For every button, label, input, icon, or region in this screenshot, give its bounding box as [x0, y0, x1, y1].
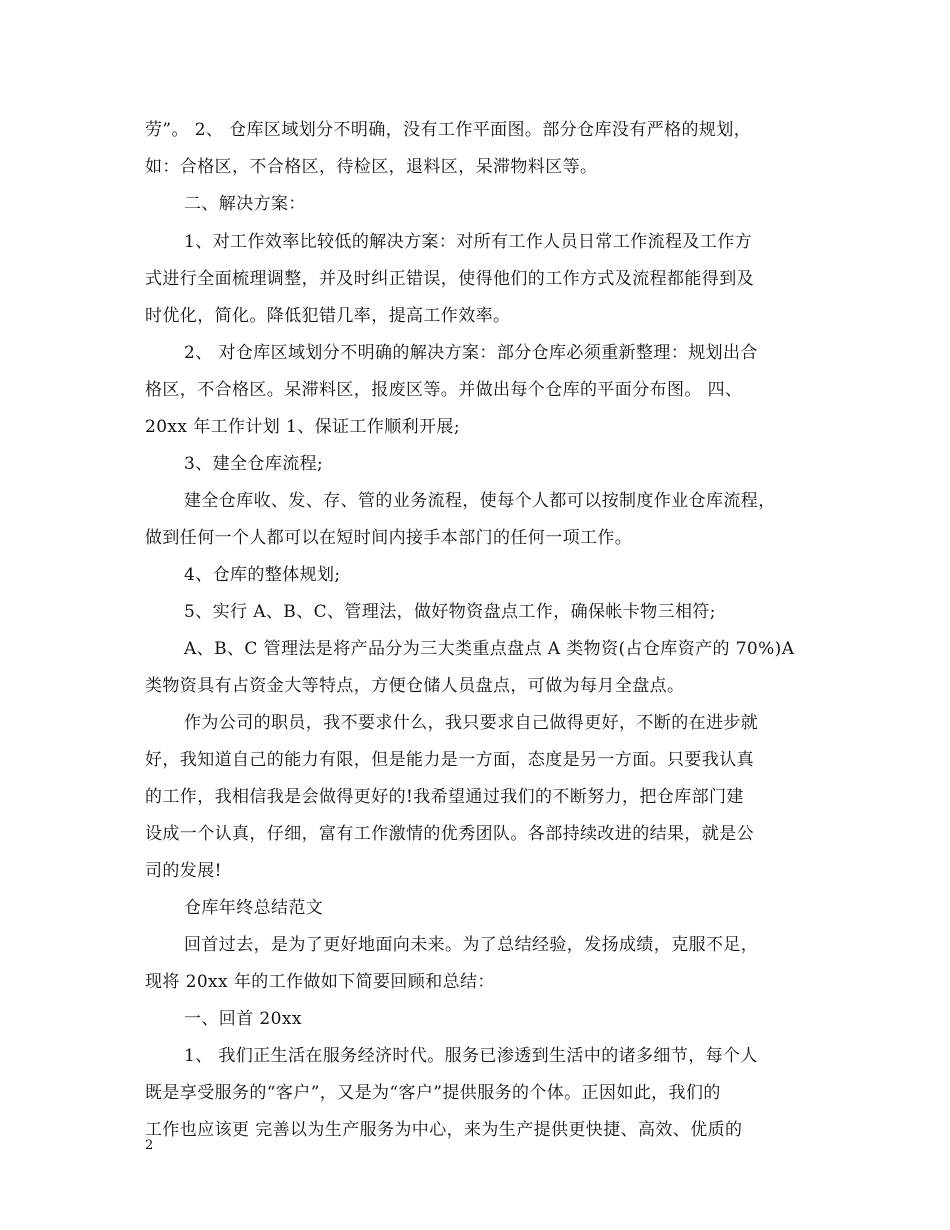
- text-line: 回首过去，是为了更好地面向未来。为了总结经验，发扬成绩，克服不足，: [184, 935, 759, 955]
- text-line: 时优化，简化。降低犯错几率，提高工作效率。: [145, 306, 511, 326]
- text-line: 4、仓库的整体规划;: [184, 565, 341, 585]
- text-line: 1、 我们正生活在服务经济时代。服务已渗透到生活中的诸多细节，每个人: [184, 1046, 758, 1066]
- text-line: 的工作，我相信我是会做得更好的!我希望通过我们的不断努力，把仓库部门建: [145, 787, 744, 807]
- section-title: 仓库年终总结范文: [184, 898, 324, 918]
- text-line: 作为公司的职员，我不要求什么，我只要求自己做得更好，不断的在进步就: [184, 713, 759, 733]
- text-line: 司的发展!: [145, 861, 222, 881]
- section-heading: 一、回首 20xx: [184, 1009, 302, 1029]
- text-line: 好，我知道自己的能力有限，但是能力是一方面，态度是另一方面。只要我认真: [145, 750, 754, 770]
- text-line: 5、实行 A、B、C、管理法，做好物资盘点工作，确保帐卡物三相符;: [184, 602, 716, 622]
- page-number: 2: [145, 1138, 154, 1153]
- text-line: 1、对工作效率比较低的解决方案：对所有工作人员日常工作流程及工作方: [184, 232, 753, 252]
- text-line: 工作也应该更 完善以为生产服务为中心，来为生产提供更快捷、高效、优质的: [145, 1120, 743, 1140]
- text-line: 劳”。 2、 仓库区域划分不明确，没有工作平面图。部分仓库没有严格的规划，: [145, 120, 752, 140]
- text-line: 既是享受服务的“客户”，又是为“客户”提供服务的个体。正因如此，我们的: [145, 1083, 721, 1103]
- text-line: 式进行全面梳理调整，并及时纠正错误，使得他们的工作方式及流程都能得到及: [145, 269, 754, 289]
- text-line: 3、建全仓库流程;: [184, 454, 324, 474]
- text-line: 格区，不合格区。呆滞料区，报废区等。并做出每个仓库的平面分布图。 四、: [145, 380, 743, 400]
- text-line: 2、 对仓库区域划分不明确的解决方案：部分仓库必须重新整理：规划出合: [184, 343, 758, 363]
- text-line: 做到任何一个人都可以在短时间内接手本部门的任何一项工作。: [145, 528, 633, 548]
- text-line: 现将 20xx 年的工作做如下简要回顾和总结：: [145, 972, 495, 992]
- text-line: 类物资具有占资金大等特点，方便仓储人员盘点，可做为每月全盘点。: [145, 676, 685, 696]
- text-line: 设成一个认真，仔细，富有工作激情的优秀团队。各部持续改进的结果，就是公: [145, 824, 754, 844]
- text-line: 建全仓库收、发、存、管的业务流程，使每个人都可以按制度作业仓库流程，: [184, 491, 776, 511]
- text-line: A、B、C 管理法是将产品分为三大类重点盘点 A 类物资(占仓库资产的 70%)A: [184, 639, 795, 659]
- text-line: 20xx 年工作计划 1、保证工作顺利开展;: [145, 417, 460, 437]
- section-heading: 二、解决方案：: [184, 194, 306, 214]
- text-line: 如：合格区，不合格区，待检区，退料区，呆滞物料区等。: [145, 157, 598, 177]
